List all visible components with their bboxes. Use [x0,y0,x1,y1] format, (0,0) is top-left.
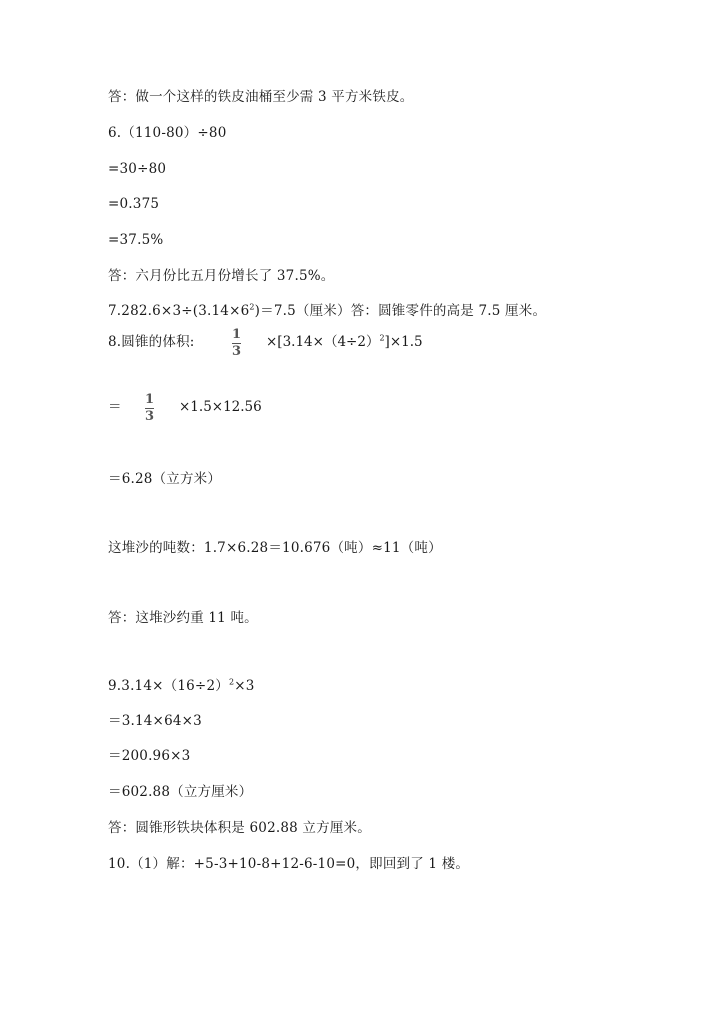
q9-line-1 [108,677,255,695]
q10-line-1: 10.（1）解：+5-3+10-8+12-6-10=0，即回到了 1 楼。 [108,856,470,872]
q8-tons: 这堆沙的吨数：1.7×6.28＝10.676（吨）≈11（吨） [108,540,442,556]
q9-part-2: ×3 [234,678,255,694]
q9-superscript: 2 [228,677,235,687]
q8-step2-expression: ×1.5×12.56 [179,399,262,415]
q6-line-2: =30÷80 [108,161,167,177]
answer-9: 答：圆锥形铁块体积是 602.88 立方厘米。 [108,820,371,836]
answer-6: 答：六月份比五月份增长了 37.5%。 [108,268,335,284]
q8-expr-part-1: ×[3.14×（4÷2） [266,334,380,350]
q6-line-4: =37.5% [108,232,164,248]
q6-line-1: 6.（110-80）÷80 [108,125,227,141]
fraction-one-third-2 [145,393,154,423]
q9-line-2: ＝3.14×64×3 [108,713,202,729]
fraction-numerator: 1 [232,327,242,342]
fraction-denominator: 3 [232,344,242,359]
q9-part-1: 9.3.14×（16÷2） [108,678,229,694]
q7-line [108,302,546,320]
fraction-denominator: 3 [145,409,155,424]
q8-step2-equals: ＝ [108,399,122,415]
q7-part-2: )＝7.5（厘米）答：圆锥零件的高是 7.5 厘米。 [254,303,547,319]
q9-line-4: ＝602.88（立方厘米） [108,784,253,800]
q8-expr-part-2: ]×1.5 [384,334,423,350]
q8-label: 8.圆锥的体积: [108,334,195,350]
fraction-numerator: 1 [145,392,155,407]
q6-line-3: =0.375 [108,196,160,212]
q8-expression [266,333,423,351]
q9-line-3: ＝200.96×3 [108,748,191,764]
q8-step-3: ＝6.28（立方米） [108,471,222,487]
q7-superscript: 2 [249,302,255,312]
q8-expr-superscript: 2 [379,333,385,343]
answer-5: 答：做一个这样的铁皮油桶至少需 3 平方米铁皮。 [108,89,414,105]
q7-part-1: 7.282.6×3÷(3.14×6 [108,303,250,319]
fraction-one-third [232,328,241,358]
answer-8: 答：这堆沙约重 11 吨。 [108,610,258,626]
